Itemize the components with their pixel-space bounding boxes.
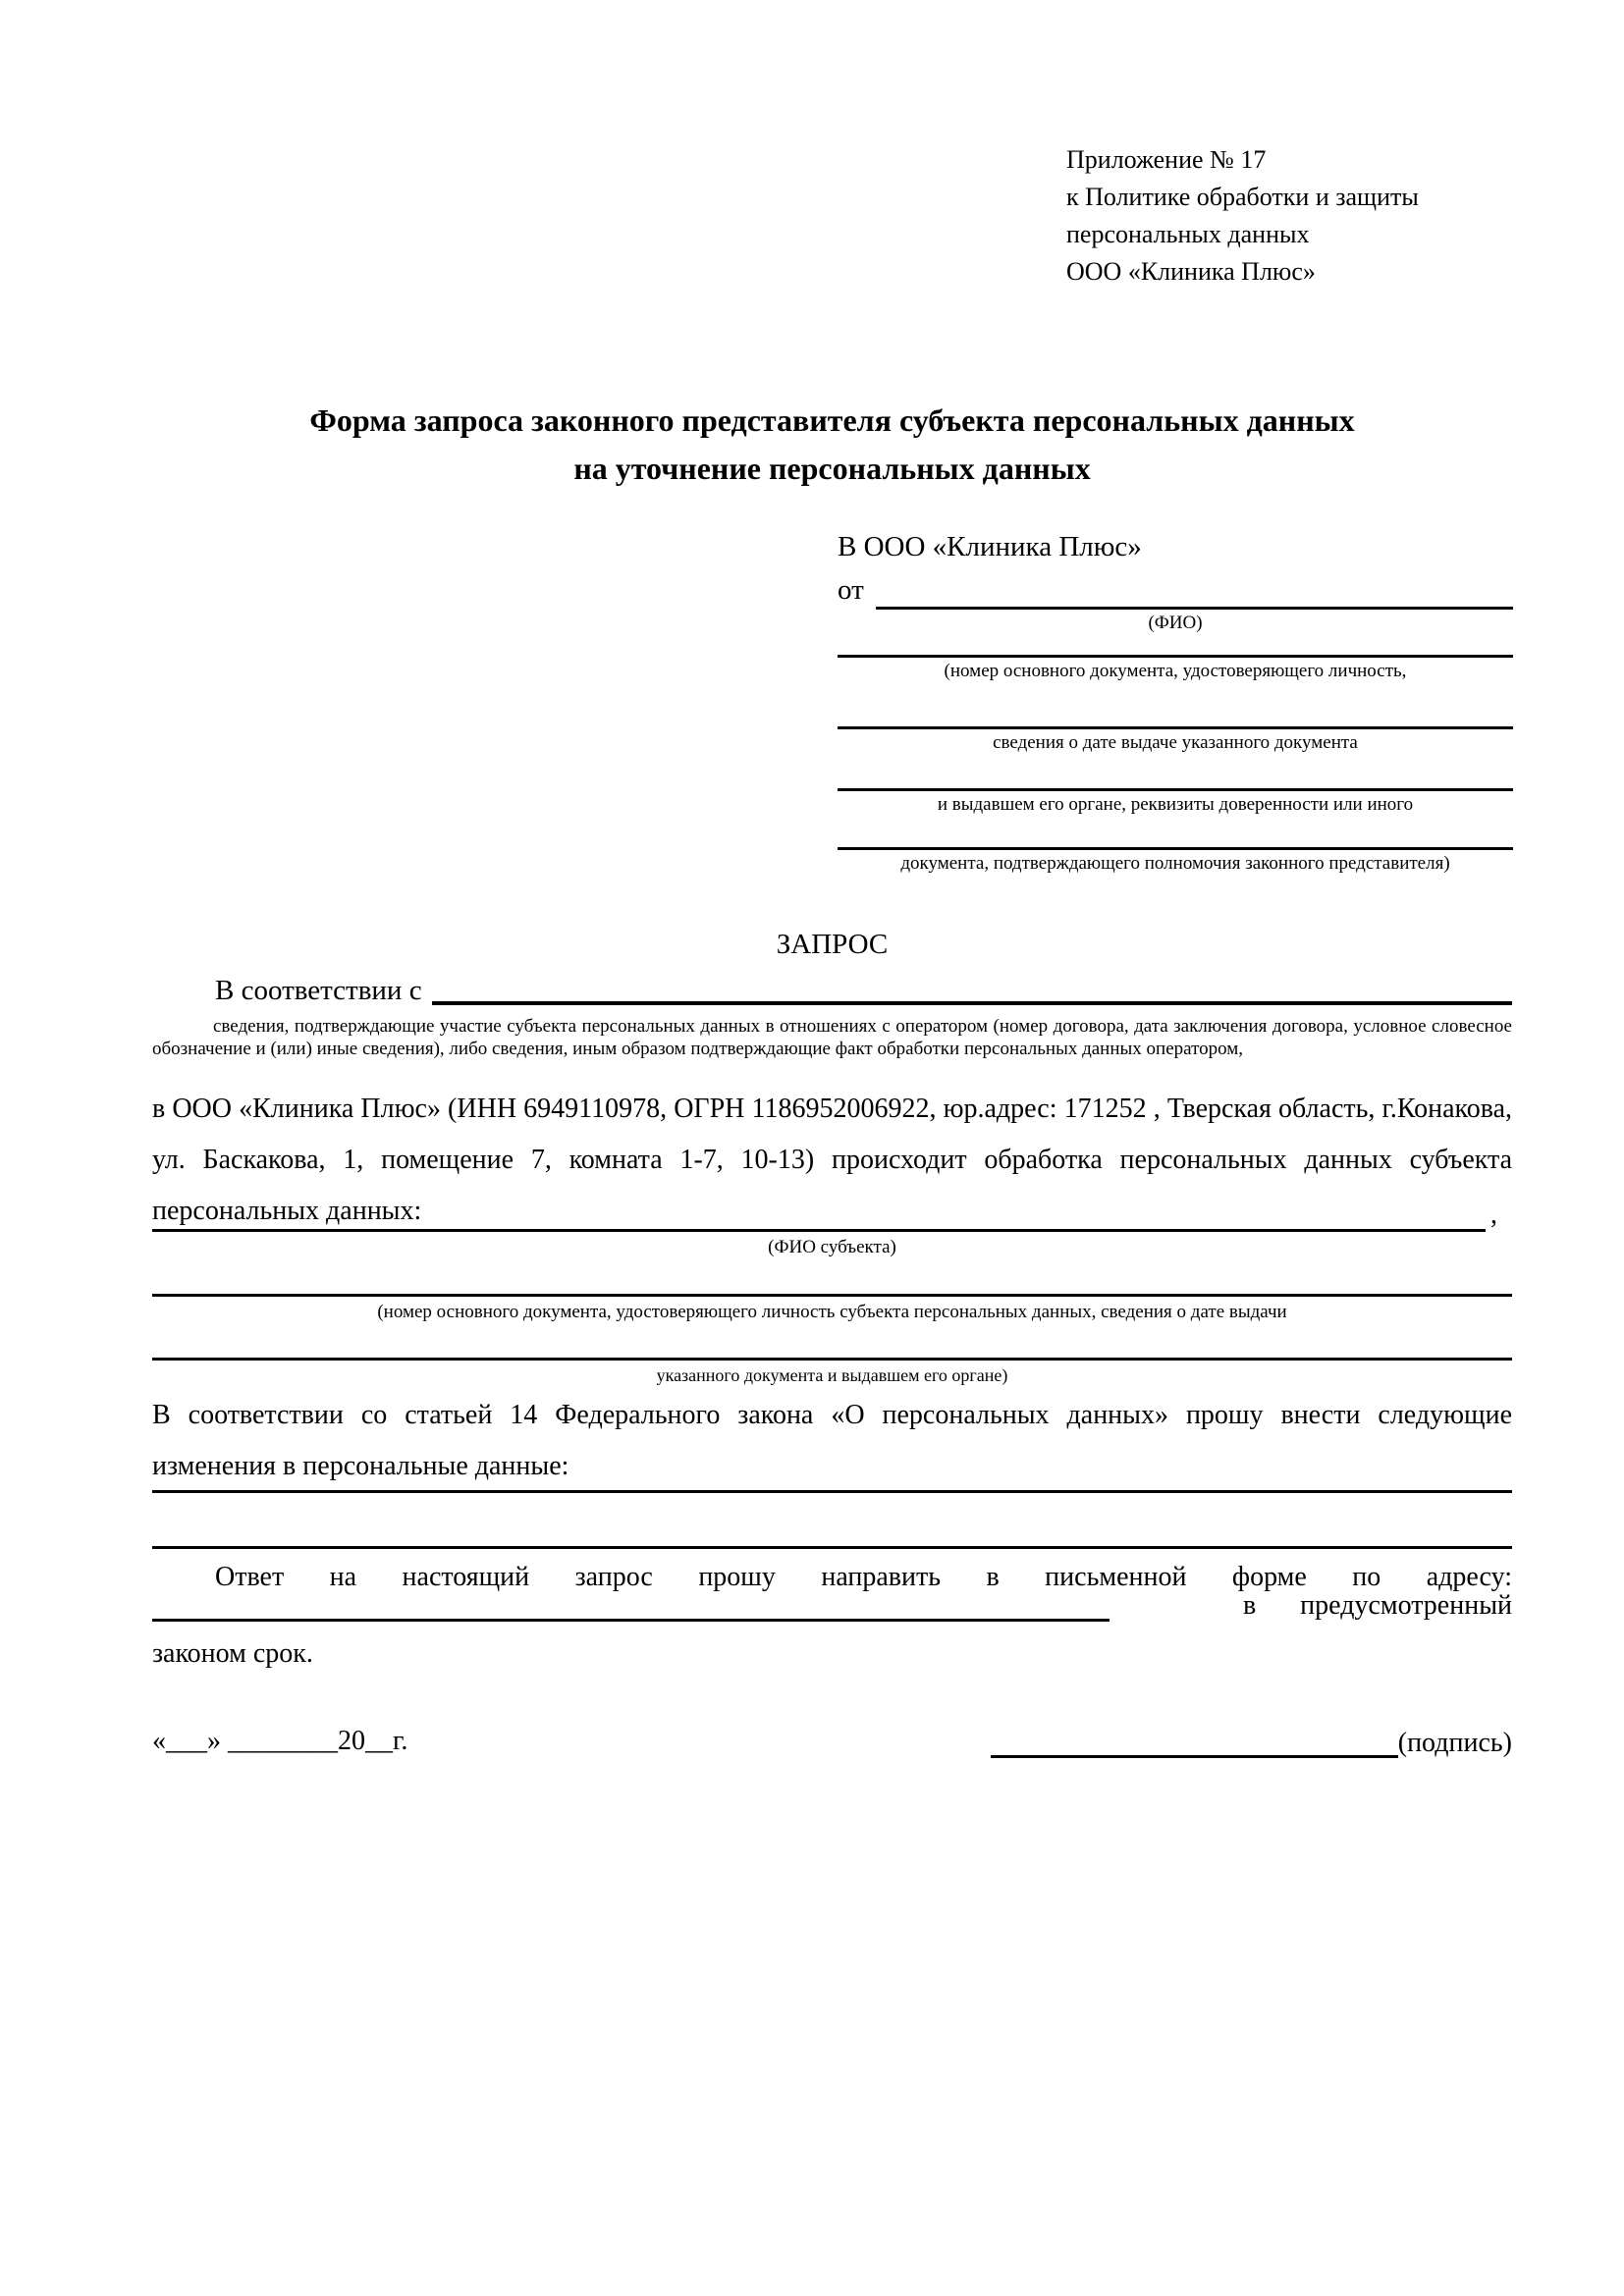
operator-paragraph: в ООО «Клиника Плюс» (ИНН 6949110978, ОГРН 1186952006922, юр.адрес: 171252 , Тверская область, г.Конакова, ул. Баскакова, 1, помещение 7, комната 1-7, 10-13) происходит обработка персональных данных субъекта персональных данных: <box>152 1094 1512 1226</box>
addressee-organization: В ООО «Клиника Плюс» <box>838 531 1142 562</box>
blank-line <box>838 655 1513 658</box>
from-row <box>838 566 1513 610</box>
blank-line <box>432 976 1512 1005</box>
date-line: «___» ________20__г. <box>152 1726 408 1756</box>
subject-doc-caption: (номер основного документа, удостоверяющего личность субъекта персональных данных, сведения о дате выдачи <box>377 1302 1287 1322</box>
blank-caption: документа, подтверждающего полномочия законного представителя) <box>900 853 1450 874</box>
blank-caption: сведения о дате выдаче указанного документа <box>993 732 1358 753</box>
date-signature-row <box>152 1720 1512 1767</box>
intro-label: В соответствии с <box>215 975 422 1006</box>
blank-line <box>876 569 1513 610</box>
page-title-line: Форма запроса законного представителя субъекта персональных данных <box>309 402 1355 438</box>
blank-line <box>152 1358 1512 1361</box>
blank-caption: (номер основного документа, удостоверяющего личность, <box>944 661 1407 681</box>
trailing-comma: , <box>1490 1200 1497 1230</box>
signature-line <box>991 1720 1398 1758</box>
answer-sentence-continued: в предусмотренный <box>1242 1590 1512 1621</box>
blank-caption: и выдавшем его органе, реквизиты доверенности или иного <box>937 794 1414 815</box>
page-title <box>152 397 1512 493</box>
blank-line <box>838 788 1513 791</box>
blank-line <box>152 1294 1512 1297</box>
signature-caption: (подпись) <box>1397 1728 1512 1758</box>
fio-caption: (ФИО) <box>1148 613 1203 633</box>
signature-group <box>991 1720 1512 1767</box>
answer-address-row <box>152 1590 1512 1622</box>
addressee-block <box>838 527 1513 876</box>
appendix-line: персональных данных <box>1066 220 1310 248</box>
appendix-line: Приложение № 17 <box>1066 145 1267 174</box>
blank-line <box>152 1589 1110 1622</box>
page-title-line: на уточнение персональных данных <box>573 451 1091 486</box>
intro-row <box>152 976 1512 1005</box>
answer-sentence-end: законом срок. <box>152 1638 313 1669</box>
appendix-line: к Политике обработки и защиты <box>1066 183 1419 211</box>
subject-fio-caption: (ФИО субъекта) <box>768 1237 896 1257</box>
blank-line <box>838 726 1513 729</box>
intro-footnote: сведения, подтверждающие участие субъекта персональных данных в отношениях с оператором (номер договора, дата заключения договора, условное словесное обозначение и (или) иные сведения), либо сведения, иным образом подтверждающие факт обработки персональных данных оператором, <box>152 1016 1512 1059</box>
subject-doc-caption: указанного документа и выдавшем его органе) <box>656 1365 1008 1385</box>
answer-sentence: Ответ на настоящий запрос прошу направить в письменной форме по адресу: <box>215 1562 1512 1592</box>
law-paragraph: В соответствии со статьей 14 Федерального закона «О персональных данных» прошу внести следующие изменения в персональные данные: <box>152 1400 1512 1481</box>
request-heading: ЗАПРОС <box>776 929 889 960</box>
appendix-header <box>1066 141 1419 291</box>
blank-line <box>838 847 1513 850</box>
blank-line <box>152 1546 1512 1549</box>
appendix-line: ООО «Клиника Плюс» <box>1066 257 1316 286</box>
blank-line <box>152 1229 1486 1232</box>
from-label: от <box>838 574 864 606</box>
blank-line <box>152 1490 1512 1493</box>
